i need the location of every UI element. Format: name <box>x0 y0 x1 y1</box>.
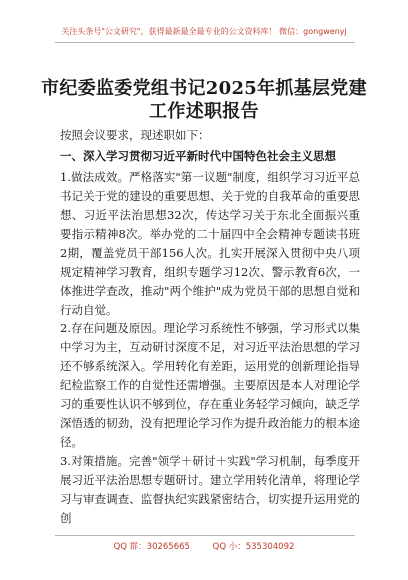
paragraph-countermeasures: 3.对策措施。完善"领学＋研讨＋实践"学习机制，每季度开展习近平法治思想专题研讨。建立学用转化清单，将理论学习与审查调查、监督执纪实践紧密结合，切实提升运用党的创 <box>60 454 360 525</box>
header-divider <box>55 42 355 43</box>
footer-divider <box>55 535 355 536</box>
intro-paragraph: 按照会议要求，现述职如下： <box>60 128 210 142</box>
qq-contact-number: QQ 小：535304092 <box>212 542 295 552</box>
document-title-line-1: 市纪委监委党组书记2025年抓基层党建 <box>41 78 367 99</box>
document-title-line-2: 工作述职报告 <box>149 101 259 122</box>
contact-footer <box>0 540 408 552</box>
section-1-heading: 一、深入学习贯彻习近平新时代中国特色社会主义思想 <box>60 149 336 163</box>
paragraph-practice-results: 1.做法成效。严格落实"第一议题"制度，组织学习习近平总书记关于党的建设的重要思想、关于党的自我革命的重要思想、习近平法治思想32次，传达学习关于东北全面振兴重要指示精神8次。举办党的二十届四中全会精神专题读书班2期，覆盖党员干部156人次。扎实开展深入贯彻中央八项规定精神学习教育，组织专题学习12次、警示教育6次，一体推进学查改，推动"两个维护"成为党员干部的思想自觉和行动自觉。 <box>60 170 360 317</box>
qq-group-number: QQ 群：30265665 <box>113 542 190 552</box>
paragraph-problems-causes: 2.存在问题及原因。理论学习系统性不够强，学习形式以集中学习为主，互动研讨深度不足，对习近平法治思想的学习还不够系统深入。学用转化有差距，运用党的创新理论指导纪检监察工作的自觉性还需增强。主要原因是本人对理论学习的重要性认识不够到位，存在重业务轻学习倾向，缺乏学深悟透的韧劲，没有把理论学习作为提升政治能力的根本途径。 <box>60 321 360 449</box>
promo-header: 关注头条号"公文研究"，获得最新最全最专业的公文资料库！ 微信：gongwenyj <box>61 27 347 36</box>
